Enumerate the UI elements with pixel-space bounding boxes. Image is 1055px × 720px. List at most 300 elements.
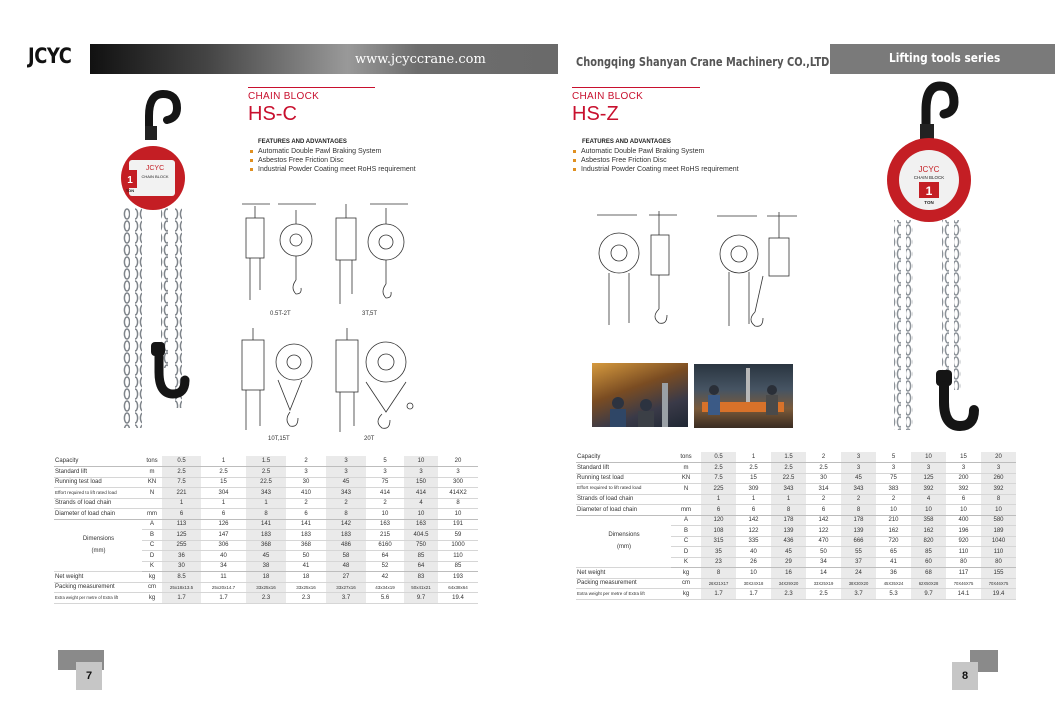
- diagram-hs-z-large: [713, 208, 805, 336]
- cell: 486: [326, 540, 366, 551]
- row-unit: m: [671, 463, 701, 474]
- row-extra-weight: [576, 589, 1016, 600]
- cell: 2.5: [736, 463, 771, 474]
- cell: 110: [438, 551, 478, 562]
- cell: 10: [876, 505, 911, 516]
- cell: 10: [946, 505, 981, 516]
- cell: 163: [366, 519, 404, 530]
- row-label: Standard lift: [54, 467, 142, 478]
- row-label: Capacity: [576, 452, 671, 463]
- cell: 8: [701, 568, 736, 579]
- cell: 404.5: [404, 530, 438, 541]
- cell: 45X35X24: [876, 578, 911, 589]
- cell: 65: [876, 547, 911, 558]
- cell: 139: [771, 526, 806, 537]
- cell: 10: [981, 505, 1016, 516]
- cell: 162: [876, 526, 911, 537]
- cell: 34X29X20: [771, 578, 806, 589]
- row-label: Running test load: [576, 473, 671, 484]
- cell: 62X50X28: [911, 578, 946, 589]
- cell: 83: [404, 572, 438, 583]
- cell: 9.7: [404, 593, 438, 604]
- feature-item: Asbestos Free Friction Disc: [250, 157, 344, 164]
- row-unit: mm: [671, 505, 701, 516]
- row-test-load: [54, 477, 478, 488]
- cell: 40: [736, 547, 771, 558]
- cell: 2: [326, 498, 366, 509]
- cell: 38: [246, 561, 286, 572]
- hoist-brand-label: JCYC: [918, 165, 940, 174]
- dimensions-label: [54, 519, 142, 572]
- cell: 1000: [438, 540, 478, 551]
- row-unit: mm: [142, 509, 162, 520]
- row-unit: cm: [671, 578, 701, 589]
- cell: 55: [841, 547, 876, 558]
- row-unit: KN: [671, 473, 701, 484]
- cell: 117: [946, 568, 981, 579]
- cell: 4: [911, 494, 946, 505]
- dim-key: C: [671, 536, 701, 547]
- cell: 1.7: [201, 593, 246, 604]
- cell: 189: [981, 526, 1016, 537]
- cell: 1: [246, 498, 286, 509]
- cell: 64: [366, 551, 404, 562]
- cell: 3: [911, 463, 946, 474]
- cell: 142: [326, 519, 366, 530]
- cell: 1040: [981, 536, 1016, 547]
- feature-item: Industrial Powder Coating meet RoHS requirement: [573, 166, 739, 173]
- cell: 10: [736, 568, 771, 579]
- cell: 10: [911, 452, 946, 463]
- dimensions-title: Dimensions: [608, 532, 640, 539]
- cell: 50: [806, 547, 841, 558]
- cell: 260: [981, 473, 1016, 484]
- cell: 18: [286, 572, 326, 583]
- row-diameter: [576, 505, 1016, 516]
- cell: 8: [326, 509, 366, 520]
- cell: 1: [201, 498, 246, 509]
- cell: 414X2: [438, 488, 478, 499]
- cell: 113: [162, 519, 201, 530]
- cell: 163: [404, 519, 438, 530]
- row-label: Standard lift: [576, 463, 671, 474]
- feature-item: Asbestos Free Friction Disc: [573, 157, 667, 164]
- row-label: Strands of load chain: [54, 498, 142, 509]
- cell: 33x27x16: [326, 582, 366, 593]
- cell: 10: [404, 456, 438, 467]
- cell: 125: [162, 530, 201, 541]
- cell: 43x34x19: [366, 582, 404, 593]
- cell: 22.5: [771, 473, 806, 484]
- cell: 2.3: [246, 593, 286, 604]
- cell: 2.3: [771, 589, 806, 600]
- cell: 3.7: [326, 593, 366, 604]
- cell: 10: [438, 509, 478, 520]
- cell: 3: [438, 467, 478, 478]
- dim-key: B: [142, 530, 162, 541]
- cell: 2: [286, 456, 326, 467]
- cell: 50: [286, 551, 326, 562]
- row-label: Capacity: [54, 456, 142, 467]
- cell: 9.7: [911, 589, 946, 600]
- cell: 33x25x16: [246, 582, 286, 593]
- cell: 122: [736, 526, 771, 537]
- row-label: Net weight: [576, 568, 671, 579]
- cell: 178: [771, 515, 806, 526]
- cell: 108: [701, 526, 736, 537]
- cell: 8: [438, 498, 478, 509]
- cell: 3: [286, 467, 326, 478]
- cell: 59: [438, 530, 478, 541]
- cell: 183: [326, 530, 366, 541]
- cell: 34: [201, 561, 246, 572]
- cell: 34: [806, 557, 841, 568]
- cell: 314: [806, 484, 841, 495]
- cell: 392: [911, 484, 946, 495]
- cell: 45: [246, 551, 286, 562]
- cell: 1.5: [771, 452, 806, 463]
- cell: 470: [806, 536, 841, 547]
- spec-table-hs-z: [576, 452, 1016, 600]
- cell: 80: [981, 557, 1016, 568]
- cell: 141: [286, 519, 326, 530]
- cell: 70X46X75: [946, 578, 981, 589]
- cell: 255: [162, 540, 201, 551]
- product-subtitle: CHAIN BLOCK: [572, 91, 644, 102]
- cell: 50x41x21: [404, 582, 438, 593]
- cell: 6: [701, 505, 736, 516]
- website-url[interactable]: www.jcyccrane.com: [355, 52, 486, 67]
- feature-item: Industrial Powder Coating meet RoHS requirement: [250, 166, 416, 173]
- diagram-caption: 20T: [364, 436, 375, 442]
- cell: 27: [326, 572, 366, 583]
- cell: 2.5: [806, 463, 841, 474]
- row-extra-weight: [54, 593, 478, 604]
- row-diameter: [54, 509, 478, 520]
- dim-key: D: [142, 551, 162, 562]
- dim-key: C: [142, 540, 162, 551]
- cell: 110: [946, 547, 981, 558]
- row-unit: kg: [671, 568, 701, 579]
- cell: 414: [366, 488, 404, 499]
- cell: 1: [771, 494, 806, 505]
- cell: 15: [201, 477, 246, 488]
- cell: 36: [162, 551, 201, 562]
- cell: 45: [771, 547, 806, 558]
- cell: 68: [911, 568, 946, 579]
- diagram-hs-c-medium: [330, 200, 410, 308]
- cell: 19.4: [438, 593, 478, 604]
- cell: 6: [201, 509, 246, 520]
- dim-key: A: [142, 519, 162, 530]
- cell: 80: [946, 557, 981, 568]
- cell: 400: [946, 515, 981, 526]
- cell: 3: [841, 452, 876, 463]
- cell: 2: [286, 498, 326, 509]
- cell: 150: [404, 477, 438, 488]
- dim-key: B: [671, 526, 701, 537]
- cell: 8: [981, 494, 1016, 505]
- company-name: Chongqing Shanyan Crane Machinery CO.,LTD: [576, 55, 830, 69]
- cell: 368: [286, 540, 326, 551]
- diagram-hs-c-small: [240, 200, 318, 308]
- factory-photo-1: [592, 363, 688, 427]
- cell: 436: [771, 536, 806, 547]
- row-label: Packing measurement: [54, 582, 142, 593]
- row-packing: [54, 582, 478, 593]
- cell: 42: [366, 572, 404, 583]
- cell: 6160: [366, 540, 404, 551]
- cell: 147: [201, 530, 246, 541]
- row-lift: [576, 463, 1016, 474]
- dimensions-unit: (mm): [617, 544, 631, 551]
- cell: 2.5: [771, 463, 806, 474]
- cell: 14.1: [946, 589, 981, 600]
- cell: 3: [876, 463, 911, 474]
- cell: 110: [981, 547, 1016, 558]
- cell: 3: [404, 467, 438, 478]
- cell: 335: [736, 536, 771, 547]
- cell: 52: [366, 561, 404, 572]
- cell: 1.7: [736, 589, 771, 600]
- cell: 1.5: [246, 456, 286, 467]
- row-unit: N: [142, 488, 162, 499]
- cell: 58: [326, 551, 366, 562]
- cell: 24: [841, 568, 876, 579]
- diagram-caption: 0.5T-2T: [270, 311, 291, 317]
- cell: 3: [326, 467, 366, 478]
- cell: 383: [876, 484, 911, 495]
- cell: 225: [701, 484, 736, 495]
- cell: 304: [201, 488, 246, 499]
- cell: 0.5: [162, 456, 201, 467]
- cell: 25x18x13.5: [162, 582, 201, 593]
- cell: 48: [326, 561, 366, 572]
- cell: 30X24X18: [736, 578, 771, 589]
- cell: 343: [246, 488, 286, 499]
- cell: 141: [246, 519, 286, 530]
- cell: 178: [841, 515, 876, 526]
- cell: 300: [438, 477, 478, 488]
- row-label: Net weight: [54, 572, 142, 583]
- spec-table-hs-c: [54, 456, 478, 604]
- cell: 2: [876, 494, 911, 505]
- cell: 193: [438, 572, 478, 583]
- cell: 33x25x16: [286, 582, 326, 593]
- cell: 20: [438, 456, 478, 467]
- cell: 343: [771, 484, 806, 495]
- hoist-photo-hs-c: [115, 88, 195, 428]
- cell: 392: [946, 484, 981, 495]
- cell: 18: [246, 572, 286, 583]
- row-effort: [576, 484, 1016, 495]
- cell: 8: [841, 505, 876, 516]
- cell: 15: [946, 452, 981, 463]
- cell: 10: [404, 509, 438, 520]
- cell: 750: [404, 540, 438, 551]
- row-unit: cm: [142, 582, 162, 593]
- cell: 3: [366, 467, 404, 478]
- hoist-capacity-label: 1: [127, 175, 133, 186]
- dimensions-title: Dimensions: [82, 536, 115, 543]
- row-strands: [54, 498, 478, 509]
- cell: 7.5: [162, 477, 201, 488]
- cell: 6: [736, 505, 771, 516]
- row-unit: kg: [671, 589, 701, 600]
- dimensions-unit: (mm): [91, 548, 106, 555]
- cell: 5.3: [876, 589, 911, 600]
- cell: 2.5: [246, 467, 286, 478]
- hoist-name-label: CHAIN BLOCK: [141, 174, 169, 179]
- cell: 33X25X19: [806, 578, 841, 589]
- cell: 5.6: [366, 593, 404, 604]
- features-heading: FEATURES AND ADVANTAGES: [258, 139, 347, 145]
- cell: 358: [911, 515, 946, 526]
- cell: 85: [438, 561, 478, 572]
- row-unit: tons: [671, 452, 701, 463]
- diagram-hs-c-10t: [234, 326, 324, 434]
- cell: 85: [404, 551, 438, 562]
- row-label: Effort required to lift rated load: [54, 488, 142, 499]
- page-number: 8: [952, 662, 978, 690]
- cell: 315: [701, 536, 736, 547]
- row-lift: [54, 467, 478, 478]
- title-rule-left: [248, 87, 375, 88]
- hoist-brand-label: JCYC: [145, 165, 165, 172]
- cell: 41: [876, 557, 911, 568]
- cell: 2.5: [162, 467, 201, 478]
- cell: 191: [438, 519, 478, 530]
- product-subtitle: CHAIN BLOCK: [248, 91, 320, 102]
- cell: 1: [701, 494, 736, 505]
- cell: 580: [981, 515, 1016, 526]
- cell: 35: [701, 547, 736, 558]
- cell: 6: [162, 509, 201, 520]
- cell: 183: [246, 530, 286, 541]
- row-label: Strands of load chain: [576, 494, 671, 505]
- diagram-hs-z-small: [593, 205, 685, 335]
- header-bar-left: [90, 44, 558, 74]
- row-test-load: [576, 473, 1016, 484]
- cell: 920: [946, 536, 981, 547]
- row-unit: N: [671, 484, 701, 495]
- cell: 210: [876, 515, 911, 526]
- row-net-weight: [54, 572, 478, 583]
- cell: 30: [806, 473, 841, 484]
- feature-item: Automatic Double Pawl Braking System: [573, 148, 704, 155]
- brand-logo: JCYC: [28, 44, 72, 68]
- cell: 70X46X75: [981, 578, 1016, 589]
- row-label: Extra weight per metre of Extra lift: [576, 589, 671, 600]
- cell: 5: [876, 452, 911, 463]
- row-unit: tons: [142, 456, 162, 467]
- cell: 306: [201, 540, 246, 551]
- cell: 8.5: [162, 572, 201, 583]
- cell: 142: [806, 515, 841, 526]
- cell: 2: [841, 494, 876, 505]
- cell: 38X30X20: [841, 578, 876, 589]
- row-packing: [576, 578, 1016, 589]
- product-model: HS-Z: [572, 103, 619, 125]
- cell: 19.4: [981, 589, 1016, 600]
- cell: 60: [911, 557, 946, 568]
- cell: 2.5: [701, 463, 736, 474]
- row-unit: kg: [142, 572, 162, 583]
- row-label: Packing measurement: [576, 578, 671, 589]
- cell: 30: [286, 477, 326, 488]
- cell: 0.5: [701, 452, 736, 463]
- row-dim-a: [54, 519, 478, 530]
- cell: 2: [806, 452, 841, 463]
- cell: 1: [162, 498, 201, 509]
- cell: 7.5: [701, 473, 736, 484]
- dimensions-label: [576, 515, 671, 568]
- cell: 142: [736, 515, 771, 526]
- hoist-photo-hs-z: [880, 80, 980, 440]
- cell: 410: [286, 488, 326, 499]
- cell: 309: [736, 484, 771, 495]
- cell: 75: [366, 477, 404, 488]
- hoist-capacity-label: 1: [925, 184, 933, 198]
- cell: 392: [981, 484, 1016, 495]
- row-net-weight: [576, 568, 1016, 579]
- dim-key: A: [671, 515, 701, 526]
- cell: 3: [946, 463, 981, 474]
- cell: 6: [946, 494, 981, 505]
- cell: 3: [981, 463, 1016, 474]
- cell: 1.7: [701, 589, 736, 600]
- row-unit: kg: [142, 593, 162, 604]
- cell: 343: [841, 484, 876, 495]
- hoist-unit-label: TON: [125, 188, 135, 193]
- series-title: Lifting tools series: [889, 51, 1001, 65]
- cell: 37: [841, 557, 876, 568]
- row-capacity: [576, 452, 1016, 463]
- cell: 414: [404, 488, 438, 499]
- cell: 26X21X17: [701, 578, 736, 589]
- cell: 368: [246, 540, 286, 551]
- cell: 1: [736, 452, 771, 463]
- cell: 215: [366, 530, 404, 541]
- cell: 10: [366, 509, 404, 520]
- cell: 23: [701, 557, 736, 568]
- cell: 6: [806, 505, 841, 516]
- cell: 3.7: [841, 589, 876, 600]
- cell: 2.5: [806, 589, 841, 600]
- cell: 40: [201, 551, 246, 562]
- row-unit: [671, 494, 701, 505]
- cell: 8: [771, 505, 806, 516]
- cell: 162: [911, 526, 946, 537]
- title-rule-right: [572, 87, 700, 88]
- diagram-caption: 10T,15T: [268, 436, 290, 442]
- cell: 4: [404, 498, 438, 509]
- cell: 29: [771, 557, 806, 568]
- cell: 1: [736, 494, 771, 505]
- hoist-unit-label: TON: [924, 200, 934, 205]
- cell: 36: [876, 568, 911, 579]
- row-label: Diameter of load chain: [576, 505, 671, 516]
- cell: 16: [771, 568, 806, 579]
- dim-key: K: [671, 557, 701, 568]
- cell: 820: [911, 536, 946, 547]
- row-unit: m: [142, 467, 162, 478]
- cell: 20: [981, 452, 1016, 463]
- factory-photo-2: [694, 364, 793, 428]
- cell: 126: [201, 519, 246, 530]
- cell: 196: [946, 526, 981, 537]
- cell: 64x38x64: [438, 582, 478, 593]
